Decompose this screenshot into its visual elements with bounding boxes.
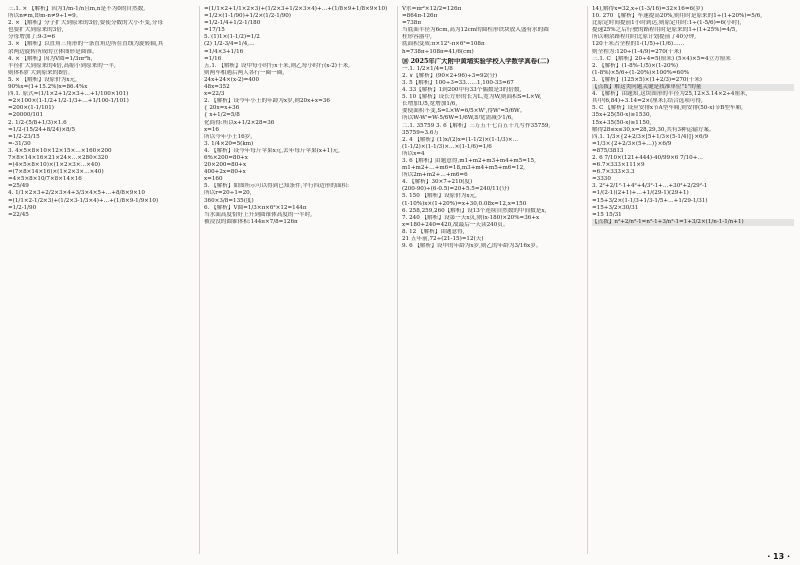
text-line: 被浸没的圆锥体积:144π×7/8=126π bbox=[204, 218, 298, 225]
text-line: =3330 bbox=[592, 176, 611, 183]
text-line: 400+2x=80+x bbox=[204, 169, 246, 176]
text-line: 四.1. 1/3×{2+2/3×[5+1/3×(5-1/4)]}×6/9 bbox=[592, 133, 709, 140]
text-line: 化简得:所以x+1/2×28=36 bbox=[204, 119, 275, 126]
text-line: 所以x=4 bbox=[402, 150, 425, 157]
text-line: 余两边旋转所成的立体图形是圆锥。 bbox=[8, 48, 98, 55]
text-line: 5. C 【解析】设应安排x节A型车厢,则安排(50-x)节B型车厢, bbox=[592, 105, 743, 112]
text-line: 【点拨】n²+2/n²-1=n²-1+3/n²-1=1+3/2×(1/n-1-1/n+1) bbox=[592, 219, 794, 226]
page-number: · 13 · bbox=[767, 552, 790, 561]
text-line: 五.1. 【解析】设甲每小时行x千米,则乙每小时行(x-2)千米, bbox=[204, 62, 350, 69]
text-line: 则全程为:120÷(1-4/9)=270(千米) bbox=[592, 48, 682, 55]
text-line: 则两车相遇后两人各行一圈一圈, bbox=[204, 69, 285, 76]
text-line: 3. 4×5×8×10×12×15×…×160×200 bbox=[8, 147, 112, 154]
text-line: m1+m2+…+m6=18,m3+m4+m5+m6=12, bbox=[402, 165, 525, 172]
text-line: =864π-126π bbox=[402, 13, 438, 20]
text-line: =15+3/2×(1-1/3+1/3-1/5+…+1/29-1/31) bbox=[592, 197, 708, 204]
text-line: 2. 【解析】设今年小王的年龄为x岁,则20x+x=36 bbox=[204, 98, 330, 105]
text-line: =875/3813 bbox=[592, 147, 624, 154]
text-line: 则体积扩大到原来的8倍。 bbox=[8, 69, 74, 76]
column-divider bbox=[397, 6, 398, 554]
text-line: x=180+240=420,故最后一天读240页。 bbox=[402, 221, 509, 228]
text-line: 所以剩余路程用时比原计划提前了40分钟, bbox=[592, 34, 696, 41]
text-line: =(1/1×2+1/1×2×3)+(1/2×3+1/2×3×4)+…+(1/8×9+1/8×9×10) bbox=[204, 6, 388, 12]
text-line: 6. 258,259,260【解析】设13个连续自然数的中间数是x, bbox=[402, 207, 547, 214]
text-line: =4×5×8×10/7×8×14×16 bbox=[8, 176, 82, 183]
text-line: 要使面积不变,S=L×W=6/5×W',得W'=5/6W。 bbox=[402, 108, 526, 115]
text-line: 2. 6 7/10×(121+444)-40/99×6 7/10+… bbox=[592, 154, 703, 161]
text-line: (1-1/2)×(1-1/3)×…×(1-1/6)=1/6 bbox=[402, 143, 492, 150]
text-line: =25/49 bbox=[8, 183, 29, 190]
text-line: (2) 1/2-3/4=1/4,… bbox=[204, 41, 255, 48]
text-line: 10. 270 【解析】车速提高20%,则用时是原来的1÷(1+20%)=5/6, bbox=[592, 13, 763, 20]
text-line: 21 五年前,72÷(21-15)=12(天) bbox=[402, 236, 484, 242]
text-line: 所以W-W'=W-5/6W=1/6W,即宽需减少1/6。 bbox=[402, 115, 517, 122]
text-line: 6. 【解析】V圆=1/3×π×6²×12=144π bbox=[204, 204, 307, 211]
text-line: 所以r=20÷1=20, bbox=[204, 190, 252, 197]
text-line: 3. 【解析】(125×5)×(1+2/3)=270(千米) bbox=[592, 76, 702, 83]
text-line: 35759≈3.6万 bbox=[402, 129, 439, 136]
text-line: 7. 240 【解析】设第一天x页,则(x-180)×20%=36+x bbox=[402, 214, 540, 221]
text-line: 15x+35(50-x)≥1150, bbox=[592, 119, 652, 126]
text-line: =1/2-23/15 bbox=[8, 133, 40, 140]
text-line: =15 15/31 bbox=[592, 211, 622, 218]
text-line: 4. × 【解析】因为V圆=1/3πr²h, bbox=[8, 55, 93, 62]
text-line: 提速25%之后行驶的路程用时是原来的1÷(1+25%)=4/5, bbox=[592, 27, 738, 34]
text-line: 5. (1)1×(1-1/2)=1/2 bbox=[204, 34, 260, 41]
text-line: 9. 6 【解析】设甲的年龄为x岁,则乙的年龄为3/16x岁。 bbox=[402, 243, 542, 250]
text-line: =15+3/2×30/31 bbox=[592, 204, 639, 211]
text-line: 4. 1/1×2×3+2/2×3×4+3/3×4×5+…+8/8×9×10 bbox=[8, 190, 145, 197]
text-line: =1/2-(15/24+8/24)×8/5 bbox=[8, 126, 76, 133]
text-line: =738π bbox=[402, 20, 422, 27]
text-line: 360×3/8=135(度) bbox=[204, 197, 254, 204]
column-4 bbox=[592, 6, 794, 554]
text-line: 三.1. × 【解析】因为1/m-1/n且m,n是不为0的自然数, bbox=[8, 6, 145, 12]
text-line: 三.1. C 【解析】20÷4=5(厘米) (5×4)×5=4立方厘米 bbox=[592, 55, 731, 62]
text-line: =6.7×333×3.3 bbox=[592, 169, 635, 176]
text-line: 所以今年小王16岁。 bbox=[204, 133, 256, 140]
text-line: 3. 6【解析】由题意得,m1+m2+m3+m4+m5=15, bbox=[402, 157, 536, 164]
text-line: { x+1/2=5/8 bbox=[204, 112, 240, 119]
text-line: =1/4×3+1/16 bbox=[204, 48, 244, 55]
text-line: =(4×5×8×10)×(1×2×3×…×40) bbox=[8, 162, 101, 169]
text-line: 四.1. 原式=(1/1×2+1/2×3+…+1/100×101) bbox=[8, 91, 129, 98]
text-line: (1-8%)×5/6÷(1-20%)×100%=60% bbox=[592, 69, 690, 76]
text-line: 14),解得x=32,x÷(1-3/16)=32×16=6(岁) bbox=[592, 6, 704, 12]
text-line: 2. 4 【解析】(1)x/(2)x=(1-1/2)×(1-1/3)×… bbox=[402, 136, 519, 143]
text-line: 4. 【解析】由题知,这块图形的半径为25,12×3.14×2÷4厘米, bbox=[592, 91, 748, 98]
text-line: { 20x=x+36 bbox=[204, 105, 240, 112]
text-line: 4. 【解析】30×7÷210(度) bbox=[402, 179, 473, 186]
text-line: 8. 12 【解析】由题意得, bbox=[402, 228, 465, 235]
text-line: =1/2×(1-1/90)+1/2×(1/2-1/90) bbox=[204, 13, 291, 20]
text-line: =2×100×(1-1/2+1/2-1/3+…+1/100-1/101) bbox=[8, 98, 129, 105]
text-line: 2. 【解析】(1-8%-1/5)×(1-20%) bbox=[592, 62, 679, 69]
text-line: 90%x=(1+15.2%)x=86.4%x bbox=[8, 84, 88, 91]
text-line: 当底面半径为6cm,高为12cm的圆柱形铁块放入盛有水的圆 bbox=[402, 27, 549, 34]
text-line: 二.1. 35759 3. 6【解析】三万五千七百五十九写作35759, bbox=[402, 122, 551, 129]
text-line: (1-10%)x×(1+20%)=x+30,0.08x=12,x=150 bbox=[402, 200, 527, 207]
text-line: 【点拨】解这类问题关键是找准单位"1"的量 bbox=[592, 84, 794, 91]
text-line: 4. 【解析】设今年每斤苹果x元,去年每斤苹果(x+1)元, bbox=[204, 147, 340, 154]
text-line: x=16 bbox=[204, 126, 219, 133]
text-line: =17/15 bbox=[204, 27, 225, 34]
text-line: 3. 1/4×20=5(km) bbox=[204, 140, 254, 147]
text-line: ⑩ 2025年广大附中黄埔实验学校入学数学真卷(二) bbox=[402, 57, 550, 65]
text-line: (200-90)÷(6-0.5)=20+5.5=240/11(分) bbox=[402, 186, 510, 193]
text-line: 4. 33【解析】1到200中有33个偶数是3的倍数, bbox=[402, 87, 522, 94]
text-line: 2. ∨【解析】(90×2+96)÷3=92(分) bbox=[402, 72, 498, 79]
text-line: 分母增加了:9-3=6 bbox=[8, 34, 56, 41]
text-line: =22/45 bbox=[8, 211, 29, 218]
text-line: 一.1. 1/2×1/4=1/8 bbox=[402, 65, 453, 72]
text-line: =1/2-1/4+1/2-1/180 bbox=[204, 20, 261, 27]
text-line: 120千米占全程的1-(1/5)÷(1/6)…… bbox=[592, 41, 685, 48]
text-line: 3. 2²+2/1²-1+4²+4/3²-1+…+30²+2/29²-1 bbox=[592, 183, 708, 190]
text-line: 3. × 【解析】以直角三角形的一条直角边所在直线为旋转轴,其 bbox=[8, 41, 164, 48]
text-line: 6%×200=80+x bbox=[204, 154, 248, 161]
text-line: =20000/101 bbox=[8, 112, 44, 119]
text-line: 3. 5【解析】100÷3=33……1,100-33=67 bbox=[402, 79, 514, 86]
text-line: x=160 bbox=[204, 176, 223, 183]
text-line: =1/2-1/90 bbox=[8, 204, 37, 211]
text-line: 所以n≠m,即m-n≠9÷1=9。 bbox=[8, 13, 82, 20]
text-line: V水=πr²×12/2=126π bbox=[402, 6, 462, 12]
text-line: 底面积变成:π×12²-π×6²=108π bbox=[402, 41, 485, 48]
column-3 bbox=[402, 6, 584, 554]
text-line: 35x+25(50-x)≥1530, bbox=[592, 112, 652, 119]
text-line: 所以2m+m2+…+m6=6 bbox=[402, 172, 468, 179]
text-line: 半径扩大到原来的4倍,高缩小到原来的一半, bbox=[8, 62, 116, 69]
text-line: =1/(2-1)(2+1)+…+1/(29-1)(29+1) bbox=[592, 190, 689, 197]
column-1 bbox=[8, 6, 196, 554]
text-line: 2. 1/2-(5/8+1/3)×1.6 bbox=[8, 119, 67, 126]
text-line: 柱形容器中, bbox=[402, 34, 432, 41]
text-line: 2. × 【解析】分子扩大到原来的3倍,要使分数的大小不变,分母 bbox=[8, 20, 163, 27]
text-line: 48x=352 bbox=[204, 84, 230, 91]
text-line: =1/3×{2+2/3×(5+…)}×6/9 bbox=[592, 140, 672, 147]
column-divider bbox=[199, 6, 200, 554]
column-divider bbox=[587, 6, 588, 554]
column-2 bbox=[204, 6, 394, 554]
text-line: 长增加1/5,宽增加1/6, bbox=[402, 101, 458, 108]
text-line: 5. 10【解析】设长方形的长为L,宽为W,则面积S=L×W, bbox=[402, 94, 542, 101]
text-line: 当水面高度恰好上升到圆锥体高度的一半时, bbox=[204, 211, 313, 218]
text-line: 5. 【解析】如图所示可以得到已知条件,平行四边形的面积: bbox=[204, 183, 350, 190]
text-line: 5. × 【解析】设原价为x元, bbox=[8, 76, 77, 83]
text-line: 5. 150 【解析】设原价为x元, bbox=[402, 193, 477, 200]
text-line: x=22/3 bbox=[204, 91, 225, 98]
text-line: =-31/30 bbox=[8, 140, 31, 147]
text-line: =(7×8×14×16)×(1×2×3×…×40) bbox=[8, 169, 104, 176]
text-line: 20×200=80+x bbox=[204, 162, 247, 169]
text-line: 24x+24×(x-2)=400 bbox=[204, 76, 259, 83]
text-line: =(1/1×2-1/2×3)+(1/2×3-1/3×4)+…+(1/8×9-1/9×10) bbox=[8, 197, 159, 204]
text-line: 解得28≤x≤30,x=28,29,30,共有3种运输方案。 bbox=[592, 126, 715, 133]
text-line: 7×8×14×16×21×24×…×280×320 bbox=[8, 154, 109, 161]
text-line: =200×(1-1/101) bbox=[8, 105, 54, 112]
text-line: =1/16 bbox=[204, 55, 222, 62]
text-line: 比原定时间提前1小时到达,则原定用时:1÷(1-5/6)=6(小时), bbox=[592, 20, 742, 27]
text-line: 也要扩大到原来的3倍, bbox=[8, 27, 64, 34]
text-line: =6.7×333×111×9 bbox=[592, 162, 645, 169]
text-line: 其中(6,84)÷3.14=2×(厘米),结合选项可得, bbox=[592, 98, 703, 105]
text-line: h=738π÷108π=41/6(cm) bbox=[402, 48, 474, 55]
